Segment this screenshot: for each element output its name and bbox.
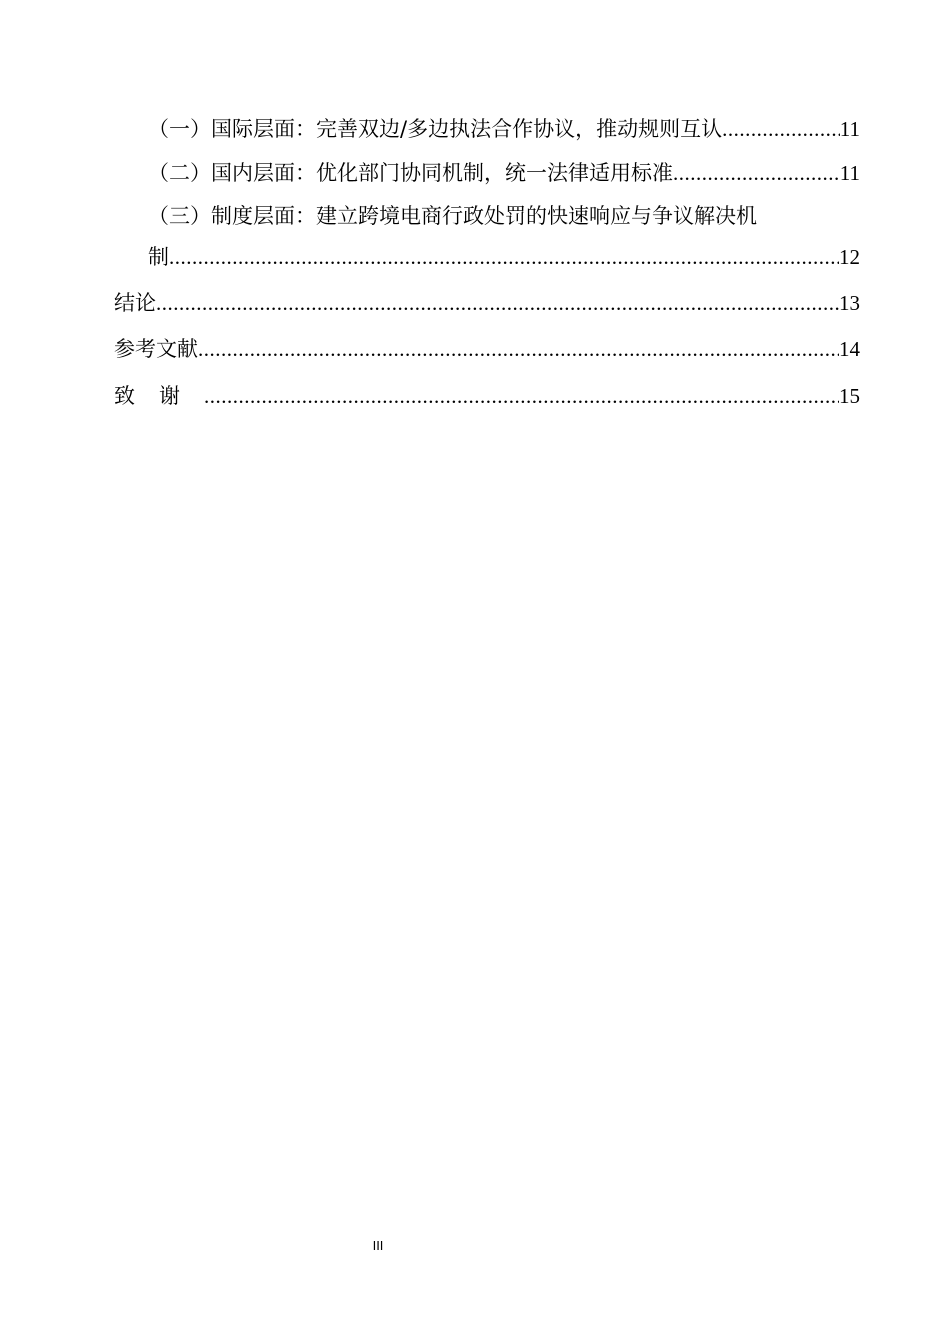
toc-entry-title: 致谢 — [114, 384, 204, 408]
toc-entry-page: 14 — [839, 337, 860, 361]
toc-entry[interactable] — [148, 158, 860, 188]
toc-dot-leader — [198, 334, 839, 364]
toc-dot-leader — [722, 114, 840, 144]
toc-entry-title: 参考文献 — [114, 337, 198, 361]
toc-entry-page: 13 — [839, 291, 860, 315]
toc-dot-leader — [156, 288, 839, 318]
toc-entry[interactable] — [148, 242, 860, 272]
toc-entry-page: 12 — [839, 245, 860, 269]
toc-entry-references[interactable] — [114, 334, 860, 364]
toc-dot-leader — [673, 158, 840, 188]
toc-entry-acknowledgements[interactable] — [114, 381, 860, 411]
toc-entry-page: 11 — [839, 117, 860, 141]
toc-entry-title-line1[interactable]: （三）制度层面：建立跨境电商行政处罚的快速响应与争议解决机 — [148, 204, 757, 228]
toc-entry-page: 15 — [839, 384, 860, 408]
toc-entry-title-line2: 制 — [148, 245, 169, 269]
toc-dot-leader — [204, 381, 839, 411]
toc-entry-title: （一）国际层面：完善双边/多边执法合作协议，推动规则互认 — [148, 117, 723, 141]
page-number: III — [372, 1238, 384, 1253]
toc-entry-title: 结论 — [114, 291, 156, 315]
toc-dot-leader — [169, 242, 839, 272]
toc-entry-conclusion[interactable] — [114, 288, 860, 318]
toc-entry[interactable] — [148, 114, 860, 144]
toc-entry-title: （二）国内层面：优化部门协同机制，统一法律适用标准 — [148, 161, 673, 185]
toc-entry-page: 11 — [839, 161, 860, 185]
